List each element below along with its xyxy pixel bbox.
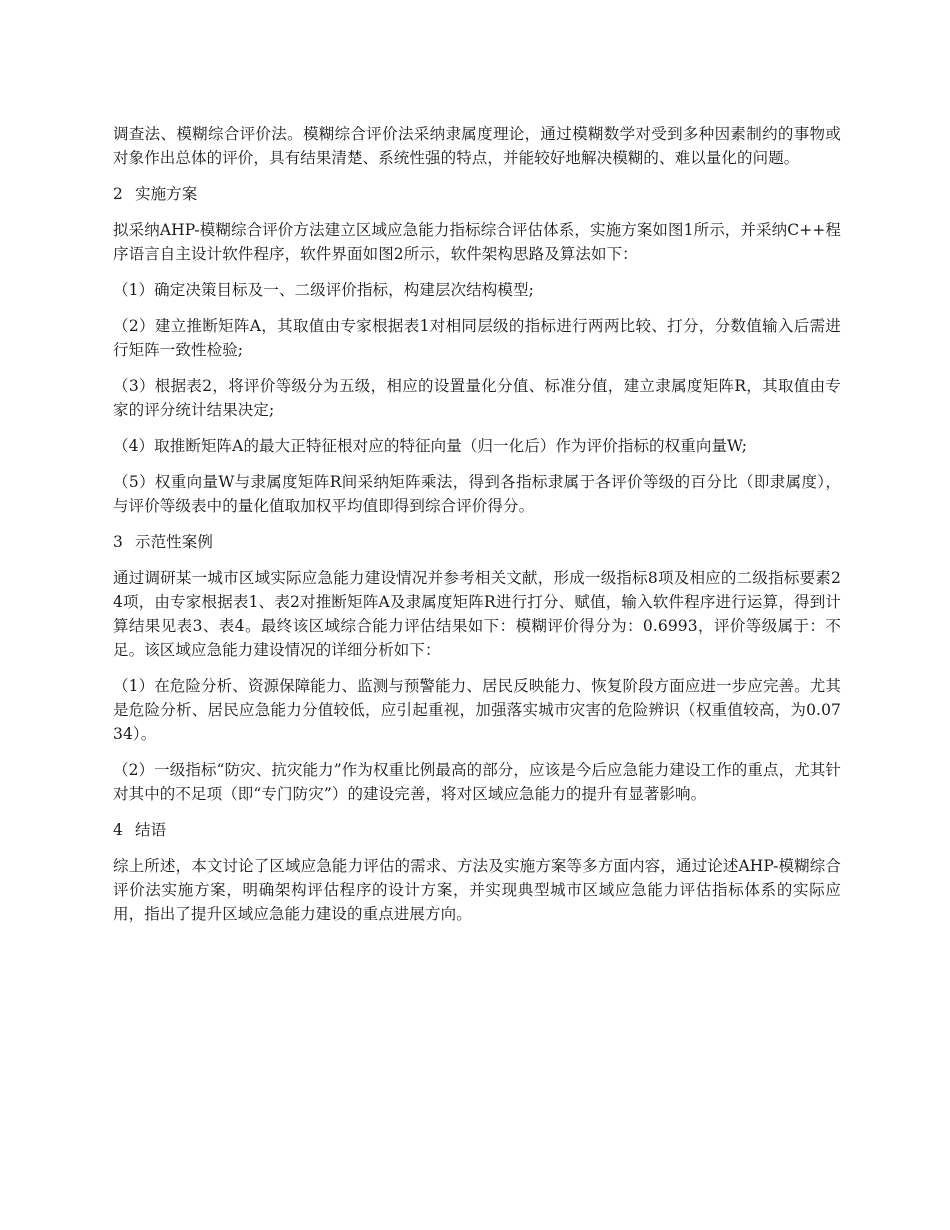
section-title: 示范性案例 [134,533,213,551]
section-3-paragraph: 通过调研某一城市区域实际应急能力建设情况并参考相关文献，形成一级指标8项及相应的二级指标要素24项，由专家根据表1、表2对推断矩阵A及隶属度矩阵R进行打分、赋值，输入软件程序进行运算，得到计算结果见表3、表4。最终该区域综合能力评估结果如下：模糊评价得分为：0.6993，评价等级属于：不足。该区域应急能力建设情况的详细分析如下： [113,569,841,659]
list-item: （2）一级指标“防灾、抗灾能力”作为权重比例最高的部分，应该是今后应急能力建设工作的重点，尤其针对其中的不足项（即“专门防灾”）的建设完善，将对区域应急能力的提升有显著影响。 [113,761,842,803]
section-2-paragraph: 拟采纳AHP-模糊综合评价方法建立区域应急能力指标综合评估体系，实施方案如图1所示，并采纳C++程序语言自主设计软件程序，软件界面如图2所示，软件架构思路及算法如下： [113,221,841,263]
section-number: 4 [113,821,123,839]
section-title: 实施方案 [134,185,198,203]
list-item: （4）取推断矩阵A的最大正特征根对应的特征向量（归一化后）作为评价指标的权重向量W; [113,437,748,455]
section-title: 结语 [134,821,167,839]
document-body [113,122,841,938]
conclusion-paragraph: 综上所述，本文讨论了区域应急能力评估的需求、方法及实施方案等多方面内容，通过论述AHP-模糊综合评价法实施方案，明确架构评估程序的设计方案，并实现典型城市区域应急能力评估指标体系的实际应用，指出了提升区域应急能力建设的重点进展方向。 [113,857,841,923]
section-heading-4 [113,818,841,842]
list-item: （3）根据表2，将评价等级分为五级，相应的设置量化分值、标准分值，建立隶属度矩阵R，其取值由专家的评分统计结果决定; [113,377,841,419]
list-item: （1）确定决策目标及一、二级评价指标，构建层次结构模型; [113,281,534,299]
list-item: （2）建立推断矩阵A，其取值由专家根据表1对相同层级的指标进行两两比较、打分，分数值输入后需进行矩阵一致性检验; [113,317,841,359]
section-number: 2 [113,185,123,203]
section-heading-2 [113,182,841,206]
section-heading-3 [113,530,841,554]
intro-paragraph: 调查法、模糊综合评价法。模糊综合评价法采纳隶属度理论，通过模糊数学对受到多种因素制约的事物或对象作出总体的评价，具有结果清楚、系统性强的特点，并能较好地解决模糊的、难以量化的问题。 [113,125,841,167]
list-item: （5）权重向量W与隶属度矩阵R间采纳矩阵乘法，得到各指标隶属于各评价等级的百分比（即隶属度），与评价等级表中的量化值取加权平均值即得到综合评价得分。 [113,473,841,515]
list-item: （1）在危险分析、资源保障能力、监测与预警能力、居民反映能力、恢复阶段方面应进一步应完善。尤其是危险分析、居民应急能力分值较低，应引起重视，加强落实城市灾害的危险辨识（权重值较高，为0.0734）。 [113,677,841,743]
section-number: 3 [113,533,123,551]
